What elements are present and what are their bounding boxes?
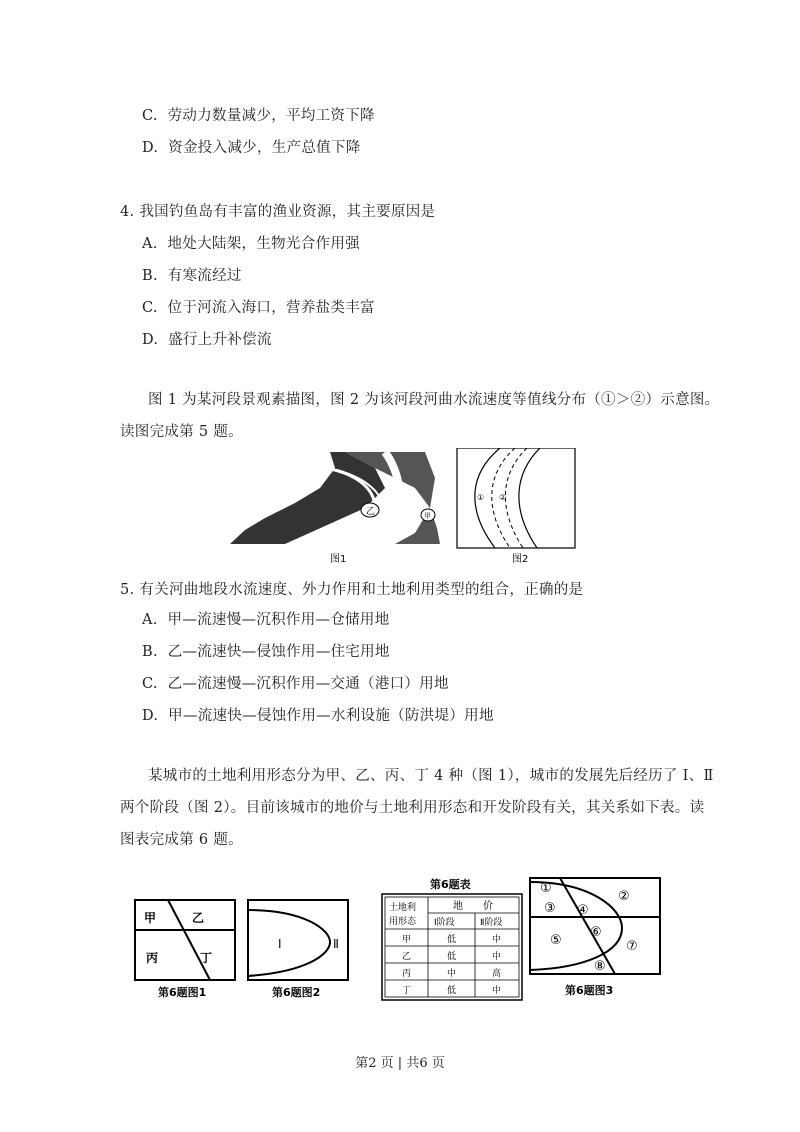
q3-option-c: C. 劳动力数量减少，平均工资下降: [142, 108, 375, 124]
table-head: 地 价: [453, 901, 493, 912]
river-sketch: [230, 452, 440, 565]
table-row-s1: 低: [447, 986, 457, 996]
f2-caption: 第6题图2: [272, 986, 321, 999]
f1-jia: 甲: [144, 911, 157, 925]
q4-option-b: B. 有寒流经过: [142, 268, 242, 284]
table-col0a: 土地利: [389, 903, 417, 913]
f3-region-7: ⑦: [626, 939, 638, 954]
table-row-s2: 中: [492, 935, 502, 945]
f1-ding: 丁: [200, 951, 213, 965]
table-title: 第6题表: [430, 878, 471, 891]
q5-option-c: C. 乙—流速慢—沉积作用—交通（港口）用地: [142, 676, 449, 692]
fig5-label-yi: 乙: [366, 507, 376, 517]
q6-land-price-table: [382, 877, 522, 1000]
table-row-s2: 中: [492, 952, 502, 962]
table-row-s2: 高: [492, 969, 502, 979]
table-row-type: 乙: [402, 952, 412, 962]
q4-option-a: A. 地处大陆架，生物光合作用强: [142, 236, 360, 252]
table-row-s1: 低: [447, 935, 457, 945]
table-row-s2: 中: [492, 986, 502, 996]
q5-option-b: B. 乙—流速快—侵蚀作用—住宅用地: [142, 644, 390, 660]
page-footer: 第2 页 | 共6 页: [355, 1056, 445, 1071]
f1-caption: 第6题图1: [158, 986, 207, 999]
q6-figures: [130, 870, 670, 1010]
table-row-type: 丁: [402, 986, 412, 996]
f3-caption: 第6题图3: [565, 984, 614, 997]
table-stage2: Ⅱ阶段: [480, 918, 503, 928]
f3-region-5: ⑤: [550, 933, 562, 948]
f3-region-4: ④: [577, 903, 589, 918]
intro6-line3: 图表完成第 6 题。: [120, 832, 243, 848]
q5-option-a: A. 甲—流速慢—沉积作用—仓储用地: [142, 612, 390, 628]
q5-stem: 5. 有关河曲地段水流速度、外力作用和土地利用类型的组合，正确的是: [120, 582, 584, 598]
q6-fig2-stages: [248, 900, 348, 999]
q6-fig1-land-use: [135, 900, 235, 999]
f2-stage2: Ⅱ: [333, 937, 339, 951]
fig5-mark-2: ②: [499, 493, 507, 502]
intro6-line1: 某城市的土地利用形态分为甲、乙、丙、丁 4 种（图 1），城市的发展先后经历了 Ⅰ、Ⅱ: [148, 768, 714, 784]
q5-figures: [225, 448, 585, 568]
table-row-s1: 中: [447, 969, 457, 979]
fig5-caption-2: 图2: [512, 554, 529, 565]
intro5-line2: 读图完成第 5 题。: [120, 424, 243, 440]
q4-option-c: C. 位于河流入海口，营养盐类丰富: [142, 300, 375, 316]
table-row-type: 丙: [402, 969, 412, 979]
f1-bing: 丙: [146, 951, 159, 965]
f3-region-1: ①: [540, 881, 552, 896]
table-col0b: 用形态: [389, 917, 417, 927]
f2-stage1: Ⅰ: [278, 937, 282, 951]
q6-fig3-regions: [530, 878, 660, 997]
table-row-type: 甲: [402, 935, 412, 945]
q4-option-d: D. 盛行上升补偿流: [142, 332, 272, 348]
table-row-s1: 低: [447, 952, 457, 962]
f3-region-6: ⑥: [590, 925, 602, 940]
q4-stem: 4. 我国钓鱼岛有丰富的渔业资源，其主要原因是: [120, 204, 436, 220]
f3-region-2: ②: [618, 889, 630, 904]
fig5-label-jia: 甲: [424, 512, 431, 520]
velocity-isoline-diagram: [457, 448, 575, 565]
fig5-mark-1: ①: [477, 493, 485, 502]
q3-option-d: D. 资金投入减少，生产总值下降: [142, 140, 361, 156]
fig5-caption-1: 图1: [330, 554, 347, 565]
table-stage1: Ⅰ阶段: [434, 918, 455, 928]
q5-option-d: D. 甲—流速快—侵蚀作用—水利设施（防洪堤）用地: [142, 708, 494, 724]
intro6-line2: 两个阶段（图 2）。目前该城市的地价与土地利用形态和开发阶段有关，其关系如下表。读: [120, 800, 705, 816]
intro5-line1: 图 1 为某河段景观素描图，图 2 为该河段河曲水流速度等值线分布（①＞②）示意图。: [148, 392, 720, 408]
f3-region-8: ⑧: [594, 959, 606, 974]
f3-region-3: ③: [544, 901, 556, 916]
f1-yi: 乙: [192, 911, 205, 925]
